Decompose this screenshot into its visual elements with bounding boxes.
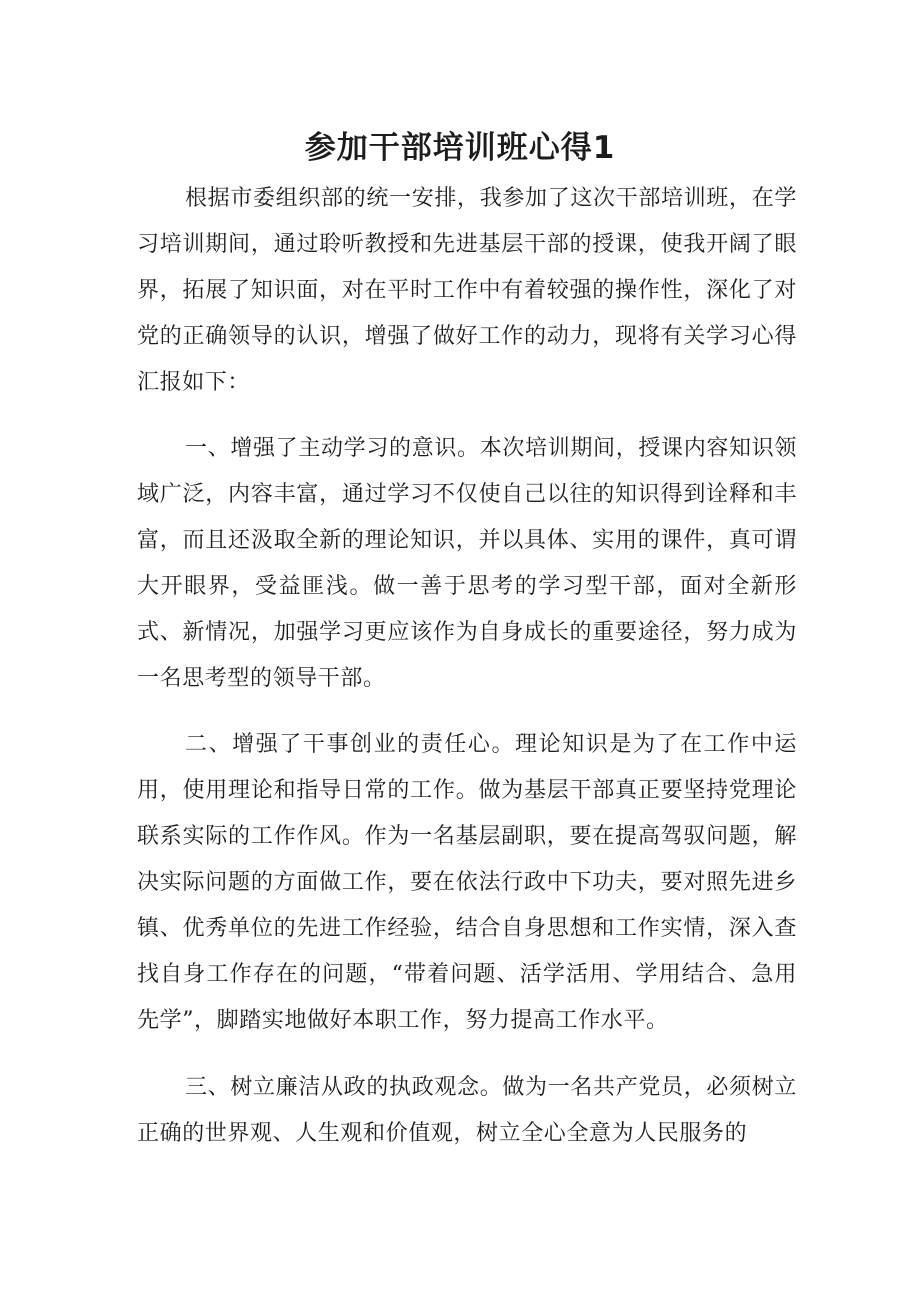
paragraph-intro: 根据市委组织部的统一安排，我参加了这次干部培训班，在学习培训期间，通过聆听教授和先进基层干部的授课，使我开阔了眼界，拓展了知识面，对在平时工作中有着较强的操作性，深化了对党的正确领导的认识，增强了做好工作的动力，现将有关学习心得汇报如下：: [137, 186, 797, 395]
document-title: 参加干部培训班心得1: [304, 130, 616, 166]
paragraph-section-3: 三、树立廉洁从政的执政观念。做为一名共产党员，必须树立正确的世界观、人生观和价值观，树立全心全意为人民服务的: [137, 1075, 797, 1146]
paragraph-section-2: 二、增强了干事创业的责任心。理论知识是为了在工作中运用，使用理论和指导日常的工作。做为基层干部真正要坚持党理论联系实际的工作作风。作为一名基层副职，要在提高驾驭问题，解决实际问题的方面做工作，要在依法行政中下功夫，要对照先进乡镇、优秀单位的先进工作经验，结合自身思想和工作实情，深入查找自身工作存在的问题，“带着问题、活学活用、学用结合、急用先学”，脚踏实地做好本职工作，努力提高工作水平。: [137, 732, 797, 1033]
paragraph-section-1: 一、增强了主动学习的意识。本次培训期间，授课内容知识领域广泛，内容丰富，通过学习不仅使自己以往的知识得到诠释和丰富，而且还汲取全新的理论知识，并以具体、实用的课件，真可谓大开眼界，受益匪浅。做一善于思考的学习型干部，面对全新形式、新情况，加强学习更应该作为自身成长的重要途径，努力成为一名思考型的领导干部。: [137, 436, 797, 691]
